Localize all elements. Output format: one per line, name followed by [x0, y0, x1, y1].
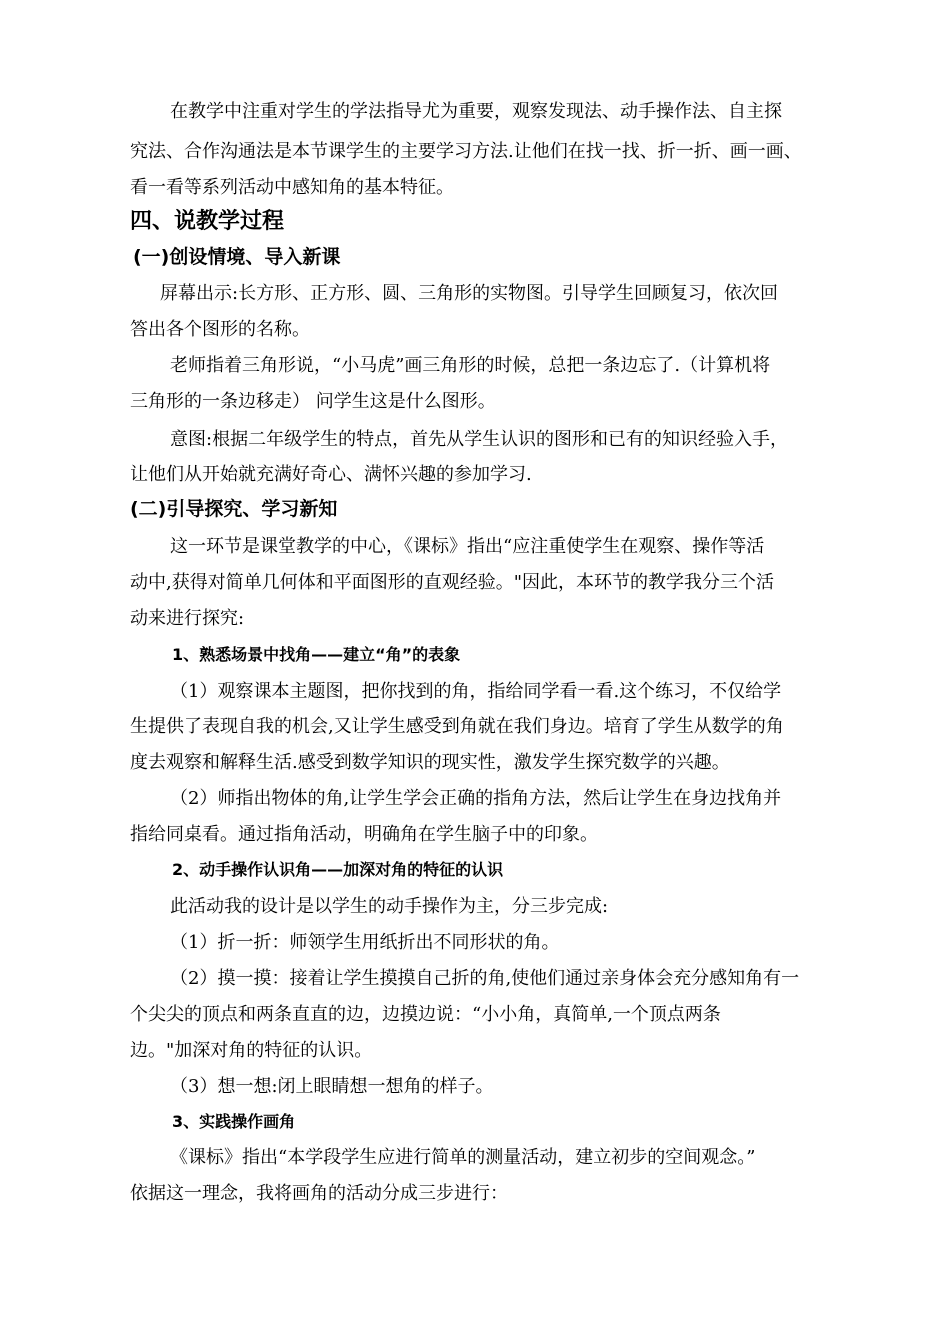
paragraph-line: 指给同桌看。通过指角活动，明确角在学生脑子中的印象。 — [130, 824, 598, 845]
paragraph-line: 《课标》指出“本学段学生应进行简单的测量活动，建立初步的空间观念。” — [170, 1147, 756, 1168]
subsection-heading: (二)引导探究、学习新知 — [130, 498, 338, 520]
paragraph-line: 动来进行探究: — [130, 608, 245, 629]
section-heading: 四、说教学过程 — [130, 209, 285, 234]
paragraph-line: （2）师指出物体的角,让学生学会正确的指角方法，然后让学生在身边找角并 — [170, 788, 782, 809]
paragraph-line: 这一环节是课堂教学的中心，《课标》指出“应注重使学生在观察、操作等活 — [170, 536, 765, 557]
subheading: 2、动手操作认识角——加深对角的特征的认识 — [172, 860, 504, 879]
paragraph-line: （1）折一折：师领学生用纸折出不同形状的角。 — [170, 932, 560, 953]
paragraph-line: 生提供了表现自我的机会,又让学生感受到角就在我们身边。培育了学生从数学的角 — [130, 716, 784, 737]
subheading: 3、实践操作画角 — [172, 1112, 296, 1131]
paragraph-line: 度去观察和解释生活.感受到数学知识的现实性，激发学生探究数学的兴趣。 — [130, 752, 730, 773]
paragraph-line: 答出各个图形的名称。 — [130, 319, 310, 340]
paragraph-line: 个尖尖的顶点和两条直直的边，边摸边说：“小小角，真简单,一个顶点两条 — [130, 1004, 721, 1025]
paragraph-line: 此活动我的设计是以学生的动手操作为主，分三步完成: — [170, 896, 609, 917]
paragraph-line: 看一看等系列活动中感知角的基本特征。 — [130, 177, 454, 198]
paragraph-line: 动中,获得对简单几何体和平面图形的直观经验。"因此，本环节的教学我分三个活 — [130, 572, 774, 593]
paragraph-line: （2）摸一摸：接着让学生摸摸自己折的角,使他们通过亲身体会充分感知角有一 — [170, 968, 800, 989]
paragraph-line: 意图:根据二年级学生的特点，首先从学生认识的图形和已有的知识经验入手， — [170, 429, 789, 450]
paragraph-line: 在教学中注重对学生的学法指导尤为重要，观察发现法、动手操作法、自主探 — [170, 101, 782, 122]
paragraph-line: 让他们从开始就充满好奇心、满怀兴趣的参加学习. — [130, 464, 532, 485]
paragraph-line: 依据这一理念，我将画角的活动分成三步进行： — [130, 1183, 508, 1204]
subsection-heading: (一)创设情境、导入新课 — [133, 246, 341, 268]
paragraph-line: 老师指着三角形说，“小马虎”画三角形的时候，总把一条边忘了.（计算机将 — [170, 355, 771, 376]
paragraph-line: （1）观察课本主题图，把你找到的角，指给同学看一看.这个练习，不仅给学 — [170, 681, 782, 702]
paragraph-line: 边。"加深对角的特征的认识。 — [130, 1040, 373, 1061]
subheading: 1、熟悉场景中找角——建立“角”的表象 — [172, 645, 461, 664]
paragraph-line: （3）想一想:闭上眼睛想一想角的样子。 — [170, 1076, 494, 1097]
paragraph-line: 三角形的一条边移走） 问学生这是什么图形。 — [130, 391, 496, 412]
paragraph-line: 究法、合作沟通法是本节课学生的主要学习方法.让他们在找一找、折一折、画一画、 — [130, 141, 802, 162]
paragraph-line: 屏幕出示:长方形、正方形、圆、三角形的实物图。引导学生回顾复习，依次回 — [160, 283, 779, 304]
